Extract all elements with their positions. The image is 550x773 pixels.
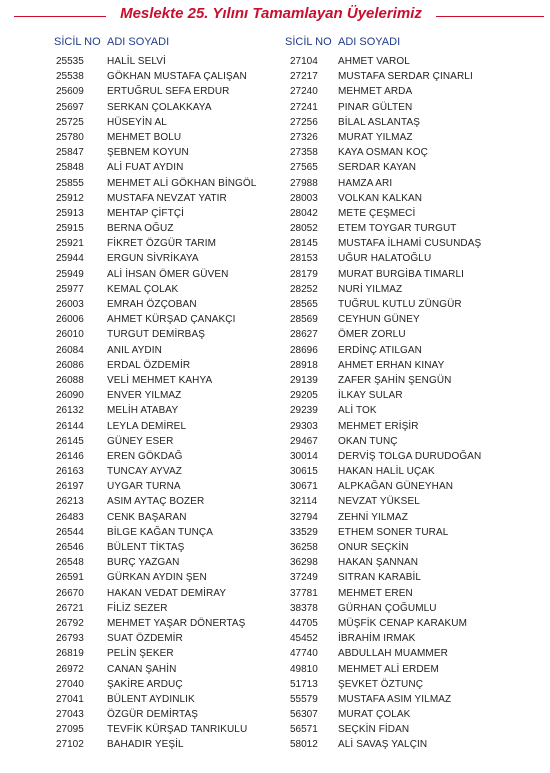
member-row [54, 525, 274, 540]
sicil-no: 27240 [290, 86, 318, 98]
sicil-no: 30615 [290, 466, 318, 478]
member-row [285, 236, 515, 251]
member-row [54, 358, 274, 373]
member-name: UYGAR TURNA [107, 481, 181, 493]
member-name: ŞEBNEM KOYUN [107, 147, 189, 159]
sicil-no: 29139 [290, 374, 318, 386]
sicil-no: 26086 [56, 359, 84, 371]
sicil-no: 45452 [290, 633, 318, 645]
member-row [285, 343, 515, 358]
member-row [54, 69, 274, 84]
member-row [54, 130, 274, 145]
member-name: AHMET KÜRŞAD ÇANAKÇI [107, 314, 236, 326]
member-row [285, 464, 515, 479]
sicil-no: 28153 [290, 253, 318, 265]
member-row [285, 115, 515, 130]
member-name: ERDİNÇ ATILGAN [338, 344, 423, 356]
member-name: UĞUR HALATOĞLU [338, 253, 432, 265]
sicil-no: 27043 [56, 709, 84, 721]
member-row [54, 327, 274, 342]
member-name: MURAT YILMAZ [338, 131, 413, 143]
member-name: ERDAL ÖZDEMİR [107, 359, 191, 371]
member-row [54, 616, 274, 631]
left-member-list [54, 54, 274, 753]
sicil-no: 30014 [290, 450, 318, 462]
member-row [54, 221, 274, 236]
sicil-no: 25944 [56, 253, 84, 265]
member-name: CANAN ŞAHİN [107, 663, 177, 675]
member-row [54, 100, 274, 115]
member-name: ASIM AYTAÇ BOZER [107, 496, 205, 508]
member-name: ZEHNİ YILMAZ [338, 511, 408, 523]
member-row [54, 449, 274, 464]
member-row [54, 373, 274, 388]
sicil-no: 25912 [56, 192, 84, 204]
sicil-no: 32794 [290, 511, 318, 523]
member-row [54, 160, 274, 175]
sicil-no: 26972 [56, 663, 84, 675]
sicil-no: 26088 [56, 374, 84, 386]
sicil-no: 25913 [56, 207, 84, 219]
member-row [54, 115, 274, 130]
member-row [285, 191, 515, 206]
member-row [285, 54, 515, 69]
sicil-no: 47740 [290, 648, 318, 660]
member-name: ŞEVKET ÖZTUNÇ [338, 678, 424, 690]
sicil-no: 25848 [56, 162, 84, 174]
sicil-no: 26197 [56, 481, 84, 493]
member-row [54, 646, 274, 661]
member-name: EREN GÖKDAĞ [107, 450, 183, 462]
member-name: MEHMET BOLU [107, 131, 182, 143]
member-row [54, 176, 274, 191]
member-name: MEHMET YAŞAR DÖNERTAŞ [107, 617, 246, 629]
member-row [54, 434, 274, 449]
member-name: PINAR GÜLTEN [338, 101, 413, 113]
sicil-no: 26483 [56, 511, 84, 523]
sicil-no: 28696 [290, 344, 318, 356]
member-name: BÜLENT AYDINLIK [107, 693, 195, 705]
member-row [285, 692, 515, 707]
sicil-no: 25847 [56, 147, 84, 159]
member-name: HAMZA ARI [338, 177, 393, 189]
left-column [54, 34, 274, 753]
member-row [285, 525, 515, 540]
member-row [285, 707, 515, 722]
sicil-no: 28627 [290, 329, 318, 341]
sicil-no: 25949 [56, 268, 84, 280]
member-row [285, 646, 515, 661]
member-name: ANIL AYDIN [107, 344, 162, 356]
sicil-no: 25855 [56, 177, 84, 189]
sicil-no: 26544 [56, 526, 84, 538]
member-row [285, 555, 515, 570]
sicil-no: 26721 [56, 602, 84, 614]
member-name: HAKAN ŞANNAN [338, 557, 419, 569]
member-name: ABDULLAH MUAMMER [338, 648, 448, 660]
member-row [285, 267, 515, 282]
member-row [285, 586, 515, 601]
sicil-no: 26090 [56, 390, 84, 402]
member-name: BERNA OĞUZ [107, 223, 174, 235]
member-row [54, 479, 274, 494]
sicil-no: 26010 [56, 329, 84, 341]
member-row [54, 722, 274, 737]
member-name: BİLGE KAĞAN TUNÇA [107, 526, 213, 538]
sicil-no-header: SİCİL NO [285, 36, 332, 48]
member-name: HALİL SELVİ [107, 56, 166, 67]
member-row [54, 206, 274, 221]
member-row [285, 327, 515, 342]
member-name: ÖMER ZORLU [338, 329, 406, 341]
member-name: ZAFER ŞAHİN ŞENGÜN [338, 374, 452, 386]
sicil-no: 26084 [56, 344, 84, 356]
member-row [54, 54, 274, 69]
sicil-no: 38378 [290, 602, 318, 614]
member-name: MUSTAFA İLHAMİ CUSUNDAŞ [338, 238, 482, 250]
member-row [54, 737, 274, 752]
sicil-no: 55579 [290, 693, 318, 705]
sicil-no: 27095 [56, 724, 84, 736]
sicil-no: 28145 [290, 238, 318, 250]
right-column-header [285, 34, 515, 50]
sicil-no: 25915 [56, 223, 84, 235]
member-row [285, 419, 515, 434]
member-name: ETEM TOYGAR TURGUT [338, 223, 457, 235]
sicil-no: 25780 [56, 131, 84, 143]
sicil-no: 25535 [56, 56, 84, 67]
member-name: ONUR SEÇKİN [338, 542, 409, 553]
member-row [54, 601, 274, 616]
sicil-no: 37249 [290, 572, 318, 584]
right-column [285, 34, 515, 753]
member-name: GÜRKAN AYDIN ŞEN [107, 572, 207, 584]
sicil-no: 25538 [56, 71, 84, 83]
member-name: BURÇ YAZGAN [107, 557, 180, 569]
member-row [285, 540, 515, 555]
member-row [54, 251, 274, 266]
member-row [285, 373, 515, 388]
member-name: TUNCAY AYVAZ [107, 466, 182, 478]
member-name: SERDAR KAYAN [338, 162, 417, 174]
member-row [285, 434, 515, 449]
member-row [54, 692, 274, 707]
member-row [54, 540, 274, 555]
sicil-no: 28052 [290, 223, 318, 235]
sicil-no: 25977 [56, 283, 84, 295]
sicil-no: 27358 [290, 147, 318, 159]
sicil-no: 56571 [290, 724, 318, 736]
member-row [285, 282, 515, 297]
page-title: Meslekte 25. Yılını Tamamlayan Üyelerimiz [120, 5, 422, 22]
member-name: HAKAN HALİL UÇAK [338, 466, 435, 478]
member-row [54, 494, 274, 509]
sicil-no: 30671 [290, 481, 318, 493]
member-row [54, 555, 274, 570]
member-row [285, 84, 515, 99]
member-row [285, 358, 515, 373]
member-name: İLKAY SULAR [338, 390, 403, 402]
member-row [54, 236, 274, 251]
member-name: MEHMET ALİ ERDEM [338, 663, 439, 675]
member-row [54, 510, 274, 525]
sicil-no: 26144 [56, 420, 84, 432]
member-name: KAYA OSMAN KOÇ [338, 147, 428, 159]
member-name: PELİN ŞEKER [107, 648, 174, 660]
sicil-no: 27104 [290, 56, 318, 67]
member-row [285, 251, 515, 266]
member-name: ENVER YILMAZ [107, 390, 182, 402]
sicil-no: 27988 [290, 177, 318, 189]
member-name: MEHMET EREN [338, 587, 413, 599]
sicil-no: 44705 [290, 617, 318, 629]
member-name: VELİ MEHMET KAHYA [107, 374, 213, 386]
member-name: VOLKAN KALKAN [338, 192, 423, 204]
member-row [285, 601, 515, 616]
sicil-no: 27565 [290, 162, 318, 174]
sicil-no: 27256 [290, 116, 318, 128]
member-name: ETHEM SONER TURAL [338, 526, 449, 538]
member-name: SUAT ÖZDEMİR [107, 633, 183, 645]
member-row [285, 145, 515, 160]
member-row [285, 494, 515, 509]
header-rule-left [14, 16, 106, 17]
member-row [285, 312, 515, 327]
member-row [285, 479, 515, 494]
member-row [285, 616, 515, 631]
member-row [54, 419, 274, 434]
sicil-no: 36258 [290, 542, 318, 553]
member-row [54, 570, 274, 585]
sicil-no: 33529 [290, 526, 318, 538]
member-row [54, 677, 274, 692]
member-name: ERGUN SİVRİKAYA [107, 253, 199, 265]
member-name: TEVFİK KÜRŞAD TANRIKULU [107, 724, 248, 736]
sicil-no: 26793 [56, 633, 84, 645]
member-name: AHMET VAROL [338, 56, 410, 67]
member-row [285, 176, 515, 191]
member-name: DERVİŞ TOLGA DURUDOĞAN [338, 450, 482, 462]
member-name: FİLİZ SEZER [107, 602, 168, 614]
member-name: NEVZAT YÜKSEL [338, 496, 420, 508]
member-name: KEMAL ÇOLAK [107, 283, 179, 295]
member-row [54, 297, 274, 312]
sicil-no: 26591 [56, 572, 84, 584]
sicil-no: 28042 [290, 207, 318, 219]
member-row [54, 343, 274, 358]
member-name: MURAT ÇOLAK [338, 709, 411, 721]
sicil-no: 27217 [290, 71, 318, 83]
member-name: MUSTAFA NEVZAT YATIR [107, 192, 227, 204]
header-rule-right [436, 16, 544, 17]
member-name: MEHTAP ÇİFTÇİ [107, 207, 185, 219]
sicil-no: 26548 [56, 557, 84, 569]
member-name: MUSTAFA ASIM YILMAZ [338, 693, 452, 705]
member-row [54, 191, 274, 206]
member-name: SEÇKİN FİDAN [338, 724, 410, 736]
member-row [285, 449, 515, 464]
sicil-no: 36298 [290, 557, 318, 569]
sicil-no: 26003 [56, 299, 84, 310]
member-name: LEYLA DEMİREL [107, 420, 187, 432]
member-row [54, 388, 274, 403]
member-row [285, 388, 515, 403]
member-row [54, 707, 274, 722]
sicil-no: 51713 [290, 678, 318, 690]
member-row [285, 297, 515, 312]
member-name: BİLAL ASLANTAŞ [338, 116, 420, 128]
member-row [285, 662, 515, 677]
member-row [54, 631, 274, 646]
member-row [285, 722, 515, 737]
sicil-no: 27041 [56, 693, 84, 705]
name-header: ADI SOYADI [107, 36, 170, 48]
member-row [54, 282, 274, 297]
member-name: MEHMET ERİŞİR [338, 420, 419, 432]
sicil-no: 25609 [56, 86, 84, 98]
sicil-no: 27040 [56, 678, 84, 690]
member-row [54, 464, 274, 479]
sicil-no: 29239 [290, 405, 318, 417]
member-name: ÖZGÜR DEMİRTAŞ [107, 709, 199, 721]
member-row [54, 145, 274, 160]
member-name: METE ÇEŞMECİ [338, 207, 416, 219]
member-name: MUSTAFA SERDAR ÇINARLI [338, 71, 473, 83]
member-row [54, 586, 274, 601]
sicil-no: 32114 [290, 496, 318, 508]
member-name: TURGUT DEMİRBAŞ [107, 329, 205, 341]
sicil-no: 26819 [56, 648, 84, 660]
member-name: EMRAH ÖZÇOBAN [107, 299, 197, 310]
sicil-no: 29467 [290, 435, 318, 447]
member-name: ALİ FUAT AYDIN [107, 162, 184, 174]
sicil-no: 26146 [56, 450, 84, 462]
member-row [285, 221, 515, 236]
member-row [54, 662, 274, 677]
member-row [54, 403, 274, 418]
sicil-no: 27102 [56, 739, 84, 751]
member-row [54, 312, 274, 327]
member-name: HÜSEYİN AL [107, 116, 167, 128]
sicil-no: 26132 [56, 405, 84, 417]
sicil-no: 58012 [290, 739, 318, 751]
member-name: TUĞRUL KUTLU ZÜNGÜR [338, 299, 462, 310]
sicil-no: 28252 [290, 283, 318, 295]
sicil-no: 28179 [290, 268, 318, 280]
member-row [285, 737, 515, 752]
sicil-no: 26145 [56, 435, 84, 447]
member-name: ALPKAĞAN GÜNEYHAN [338, 481, 454, 493]
page-header [0, 0, 550, 28]
member-name: ŞAKİRE ARDUÇ [107, 678, 183, 690]
left-column-header [54, 34, 274, 50]
member-name: MELİH ATABAY [107, 405, 179, 417]
sicil-no: 26546 [56, 542, 84, 553]
sicil-no: 29205 [290, 390, 318, 402]
sicil-no-header: SİCİL NO [54, 36, 101, 48]
name-header: ADI SOYADI [338, 36, 401, 48]
sicil-no: 25725 [56, 116, 84, 128]
member-name: NURİ YILMAZ [338, 283, 403, 295]
right-member-list [285, 54, 515, 753]
member-name: AHMET ERHAN KINAY [338, 359, 445, 371]
member-name: GÜRHAN ÇOĞUMLU [338, 602, 437, 614]
sicil-no: 27241 [290, 101, 318, 113]
member-name: MEHMET ARDA [338, 86, 413, 98]
sicil-no: 56307 [290, 709, 318, 721]
sicil-no: 26670 [56, 587, 84, 599]
member-name: SERKAN ÇOLAKKAYA [107, 101, 212, 113]
sicil-no: 28003 [290, 192, 318, 204]
sicil-no: 28569 [290, 314, 318, 326]
member-row [285, 570, 515, 585]
member-name: CENK BAŞARAN [107, 511, 187, 523]
member-name: OKAN TUNÇ [338, 435, 398, 447]
sicil-no: 25697 [56, 101, 84, 113]
member-name: GÖKHAN MUSTAFA ÇALIŞAN [107, 71, 247, 83]
sicil-no: 28565 [290, 299, 318, 310]
sicil-no: 26006 [56, 314, 84, 326]
member-row [285, 631, 515, 646]
member-row [54, 84, 274, 99]
member-row [54, 267, 274, 282]
member-name: MURAT BURGİBA TIMARLI [338, 268, 465, 280]
sicil-no: 26163 [56, 466, 84, 478]
member-name: CEYHUN GÜNEY [338, 314, 420, 326]
sicil-no: 37781 [290, 587, 318, 599]
sicil-no: 27326 [290, 131, 318, 143]
member-row [285, 130, 515, 145]
member-name: HAKAN VEDAT DEMİRAY [107, 587, 227, 599]
member-name: SITRAN KARABİL [338, 572, 422, 584]
member-name: İBRAHİM IRMAK [338, 633, 416, 645]
member-name: BAHADIR YEŞİL [107, 739, 184, 751]
member-name: MEHMET ALİ GÖKHAN BİNGÖL [107, 177, 257, 189]
member-name: ALİ TOK [338, 405, 377, 417]
member-name: ALİ İHSAN ÖMER GÜVEN [107, 268, 229, 280]
member-row [285, 160, 515, 175]
member-row [285, 100, 515, 115]
member-name: ERTUĞRUL SEFA ERDUR [107, 86, 230, 98]
sicil-no: 26213 [56, 496, 84, 508]
sicil-no: 28918 [290, 359, 318, 371]
member-row [285, 403, 515, 418]
sicil-no: 25921 [56, 238, 84, 250]
member-row [285, 677, 515, 692]
sicil-no: 26792 [56, 617, 84, 629]
member-name: ALİ SAVAŞ YALÇIN [338, 739, 428, 751]
member-row [285, 69, 515, 84]
member-name: BÜLENT TİKTAŞ [107, 542, 185, 553]
sicil-no: 29303 [290, 420, 318, 432]
member-name: FİKRET ÖZGÜR TARIM [107, 238, 217, 250]
member-name: GÜNEY ESER [107, 435, 174, 447]
member-name: MÜŞFİK CENAP KARAKUM [338, 617, 468, 629]
member-row [285, 510, 515, 525]
member-row [285, 206, 515, 221]
sicil-no: 49810 [290, 663, 318, 675]
